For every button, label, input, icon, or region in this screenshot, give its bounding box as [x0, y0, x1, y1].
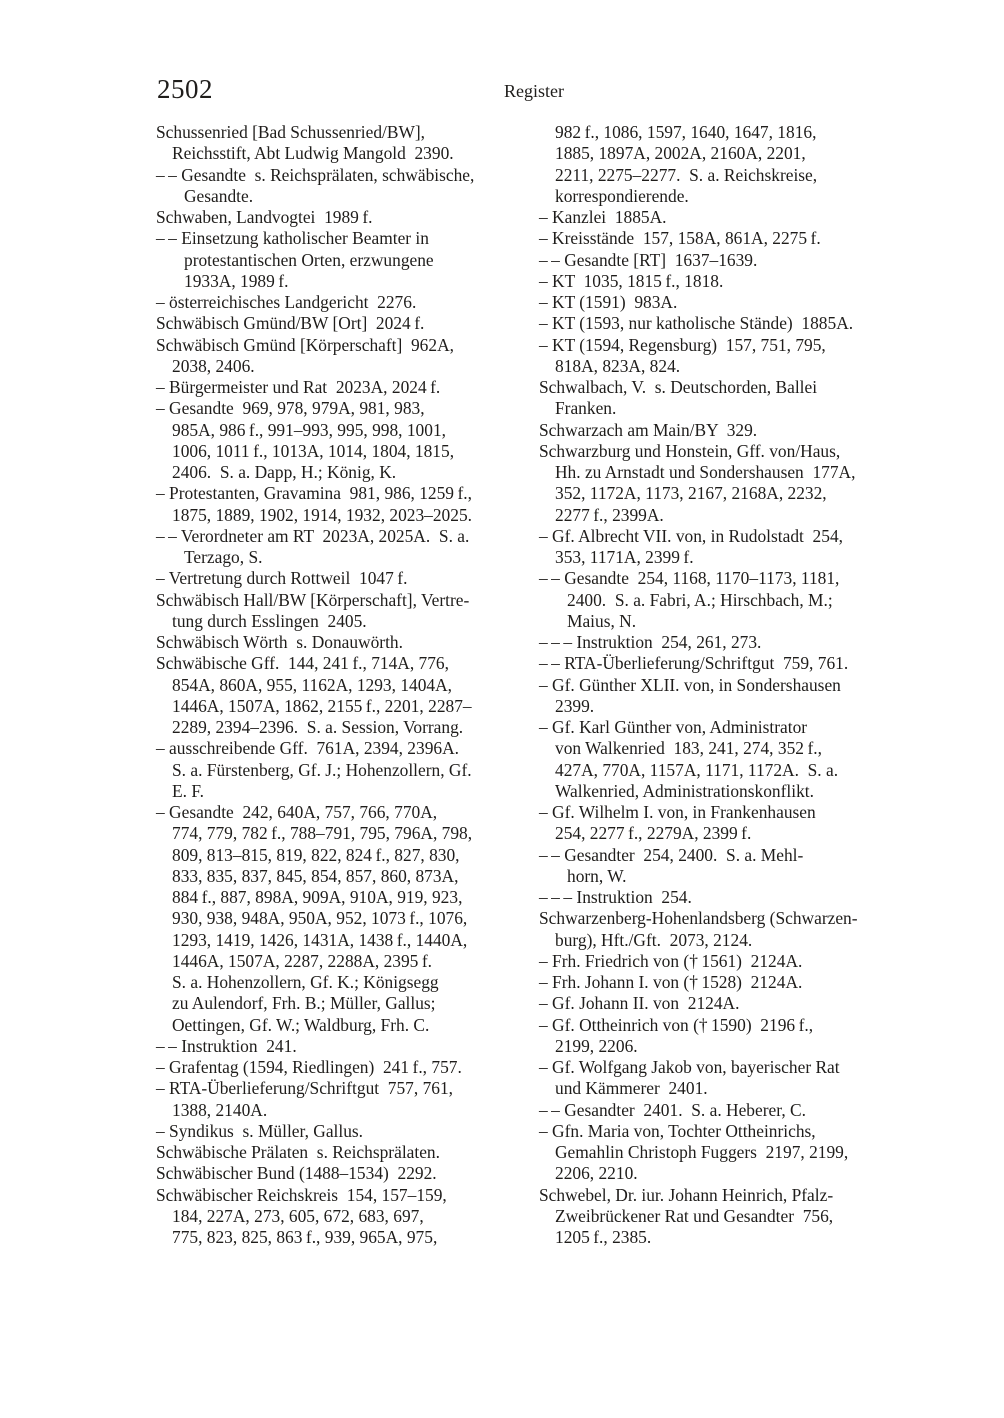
index-line: 1388, 2140A. [172, 1099, 268, 1120]
index-line: Walkenried, Administrationskonflikt. [555, 780, 814, 801]
index-line: korrespondierende. [555, 185, 689, 206]
index-line: – RTA-Überlieferung/Schriftgut 757, 761, [156, 1078, 454, 1099]
index-line: Terzago, S. [184, 547, 263, 567]
index-line: Schwäbisch Gmünd [Körperschaft] 962A, [156, 334, 454, 355]
page-number: 2502 [157, 74, 213, 104]
index-line: 884 f., 887, 898A, 909A, 910A, 919, 923, [172, 887, 463, 907]
left-column [156, 122, 534, 1248]
index-line: 833, 835, 837, 845, 854, 857, 860, 873A, [172, 865, 459, 886]
index-line: – – Gesandter 254, 2400. S. a. Mehl- [539, 844, 804, 865]
index-line: und Kämmerer 2401. [555, 1078, 708, 1099]
index-line: Franken. [555, 398, 617, 419]
index-line: 2399. [555, 695, 595, 716]
index-line: – – Einsetzung katholischer Beamter in [156, 228, 429, 249]
index-line: – Gf. Karl Günther von, Administrator [539, 717, 808, 737]
index-line: Schwebel, Dr. iur. Johann Heinrich, Pfalz- [539, 1184, 834, 1205]
index-line: – Gf. Günther XLII. von, in Sondershausen [539, 674, 841, 695]
index-line: – KT (1591) 983A. [539, 292, 678, 312]
index-line: 775, 823, 825, 863 f., 939, 965A, 975, [172, 1227, 438, 1247]
index-line: Hh. zu Arnstadt und Sondershausen 177A, [555, 462, 856, 482]
index-line: – Kanzlei 1885A. [539, 207, 667, 227]
index-line: Schwäbische Gff. 144, 241 f., 714A, 776, [156, 653, 449, 674]
index-line: 982 f., 1086, 1597, 1640, 1647, 1816, [555, 122, 817, 142]
index-line: – Frh. Friedrich von († 1561) 2124A. [539, 950, 803, 971]
index-line: – Bürgermeister und Rat 2023A, 2024 f. [156, 377, 441, 397]
index-line: – – Gesandter 2401. S. a. Heberer, C. [539, 1099, 806, 1120]
index-line: 930, 938, 948A, 950A, 952, 1073 f., 1076, [172, 908, 468, 929]
index-line: tung durch Esslingen 2405. [172, 610, 367, 631]
index-line: 818A, 823A, 824. [555, 355, 681, 376]
index-line: – Syndikus s. Müller, Gallus. [156, 1120, 364, 1141]
index-line: 2406. S. a. Dapp, H.; König, K. [172, 462, 397, 482]
index-line: 2038, 2406. [172, 355, 255, 376]
index-line: – Protestanten, Gravamina 981, 986, 1259 f., [156, 483, 472, 504]
index-line: 1933A, 1989 f. [184, 270, 289, 291]
index-line: – Gfn. Maria von, Tochter Ottheinrichs, [539, 1120, 816, 1141]
index-line: Schussenried [Bad Schussenried/BW], [156, 122, 426, 142]
index-line: 774, 779, 782 f., 788–791, 795, 796A, 798, [172, 823, 473, 844]
index-line: Schwarzach am Main/BY 329. [539, 419, 758, 440]
index-line: 1205 f., 2385. [555, 1227, 652, 1247]
index-line: Schwäbische Prälaten s. Reichsprälaten. [156, 1142, 440, 1162]
index-line: – Gf. Wolfgang Jakob von, bayerischer Rat [539, 1057, 840, 1077]
index-line: von Walkenried 183, 241, 274, 352 f., [555, 738, 822, 759]
right-column [539, 122, 917, 1248]
index-line: Schwarzenberg-Hohenlandsberg (Schwarzen- [539, 908, 858, 929]
index-line: – – RTA-Überlieferung/Schriftgut 759, 761. [539, 653, 849, 674]
index-line: S. a. Hohenzollern, Gf. K.; Königsegg [172, 972, 439, 992]
index-line: 353, 1171A, 2399 f. [555, 547, 694, 567]
index-line: 352, 1172A, 1173, 2167, 2168A, 2232, [555, 483, 827, 504]
index-line: – KT (1593, nur katholische Stände) 1885A. [539, 313, 854, 334]
index-line: 1885, 1897A, 2002A, 2160A, 2201, [555, 143, 806, 164]
index-line: Maius, N. [567, 610, 637, 631]
index-line: Oettingen, Gf. W.; Waldburg, Frh. C. [172, 1014, 430, 1035]
index-line: Zweibrückener Rat und Gesandter 756, [555, 1205, 834, 1226]
index-line: 1446A, 1507A, 2287, 2288A, 2395 f. [172, 950, 432, 971]
index-line: burg), Hft./Gft. 2073, 2124. [555, 929, 753, 950]
index-line: 1875, 1889, 1902, 1914, 1932, 2023–2025. [172, 504, 472, 525]
index-line: – ausschreibende Gff. 761A, 2394, 2396A. [156, 738, 459, 759]
index-line: protestantischen Orten, erzwungene [184, 249, 434, 270]
index-line: Schwäbisch Gmünd/BW [Ort] 2024 f. [156, 313, 425, 334]
index-line: Reichsstift, Abt Ludwig Mangold 2390. [172, 143, 454, 164]
index-line: – Gf. Albrecht VII. von, in Rudolstadt 254, [539, 525, 843, 546]
index-line: horn, W. [567, 865, 627, 886]
index-line: 2211, 2275–2277. S. a. Reichskreise, [555, 164, 818, 185]
index-line: zu Aulendorf, Frh. B.; Müller, Gallus; [172, 993, 436, 1014]
index-line: – österreichisches Landgericht 2276. [156, 292, 417, 312]
index-line: 2277 f., 2399A. [555, 504, 664, 525]
running-header: Register [504, 81, 564, 101]
index-line: – KT (1594, Regensburg) 157, 751, 795, [539, 334, 826, 355]
index-line: 427A, 770A, 1157A, 1171, 1172A. S. a. [555, 759, 839, 780]
index-line: 1446A, 1507A, 1862, 2155 f., 2201, 2287– [172, 695, 472, 716]
index-line: Schwäbisch Hall/BW [Körperschaft], Vertre- [156, 589, 470, 610]
index-line: – Vertretung durch Rottweil 1047 f. [156, 568, 408, 589]
index-line: – Gesandte 969, 978, 979A, 981, 983, [156, 398, 425, 419]
index-line: – Gf. Wilhelm I. von, in Frankenhausen [539, 802, 816, 822]
index-line: 809, 813–815, 819, 822, 824 f., 827, 830, [172, 844, 460, 865]
index-line: 985A, 986 f., 991–993, 995, 998, 1001, [172, 419, 446, 440]
index-line: Schwaben, Landvogtei 1989 f. [156, 207, 373, 227]
index-line: – – – Instruktion 254, 261, 273. [539, 632, 762, 652]
index-line: – Gf. Ottheinrich von († 1590) 2196 f., [539, 1014, 814, 1035]
index-line: Schwäbischer Reichskreis 154, 157–159, [156, 1184, 447, 1205]
index-line: – Frh. Johann I. von († 1528) 2124A. [539, 972, 803, 992]
index-line: – – Gesandte 254, 1168, 1170–1173, 1181, [539, 568, 840, 589]
index-line: – KT 1035, 1815 f., 1818. [539, 270, 724, 291]
index-line: 854A, 860A, 955, 1162A, 1293, 1404A, [172, 674, 453, 695]
index-line: – Grafentag (1594, Riedlingen) 241 f., 757. [156, 1057, 462, 1077]
index-line: – Gesandte 242, 640A, 757, 766, 770A, [156, 802, 438, 822]
index-line: E. F. [172, 780, 204, 801]
index-line: – – Gesandte s. Reichsprälaten, schwäbische, [156, 164, 475, 185]
index-line: S. a. Fürstenberg, Gf. J.; Hohenzollern, Gf. [172, 759, 472, 780]
index-line: – – Verordneter am RT 2023A, 2025A. S. a. [156, 525, 470, 546]
index-line: 2400. S. a. Fabri, A.; Hirschbach, M.; [567, 589, 833, 610]
index-line: 1006, 1011 f., 1013A, 1014, 1804, 1815, [172, 440, 455, 461]
index-line: – Gf. Johann II. von 2124A. [539, 993, 740, 1014]
index-line: Schwäbischer Bund (1488–1534) 2292. [156, 1163, 437, 1184]
index-line: – – – Instruktion 254. [539, 887, 692, 907]
index-line: 2206, 2210. [555, 1163, 638, 1184]
index-line: – – Gesandte [RT] 1637–1639. [539, 249, 758, 270]
index-line: – – Instruktion 241. [156, 1035, 297, 1056]
index-line: Gesandte. [184, 185, 254, 206]
index-line: 184, 227A, 273, 605, 672, 683, 697, [172, 1205, 424, 1226]
index-line: 1293, 1419, 1426, 1431A, 1438 f., 1440A, [172, 929, 468, 950]
index-line: 2289, 2394–2396. S. a. Session, Vorrang. [172, 717, 464, 737]
index-line: Schwalbach, V. s. Deutschorden, Ballei [539, 377, 818, 397]
index-line: – Kreisstände 157, 158A, 861A, 2275 f. [539, 228, 821, 249]
index-line: 254, 2277 f., 2279A, 2399 f. [555, 823, 752, 844]
index-line: 2199, 2206. [555, 1035, 638, 1056]
index-line: Schwäbisch Wörth s. Donauwörth. [156, 632, 403, 652]
index-line: Gemahlin Christoph Fuggers 2197, 2199, [555, 1142, 849, 1162]
index-line: Schwarzburg und Honstein, Gff. von/Haus, [539, 440, 841, 461]
